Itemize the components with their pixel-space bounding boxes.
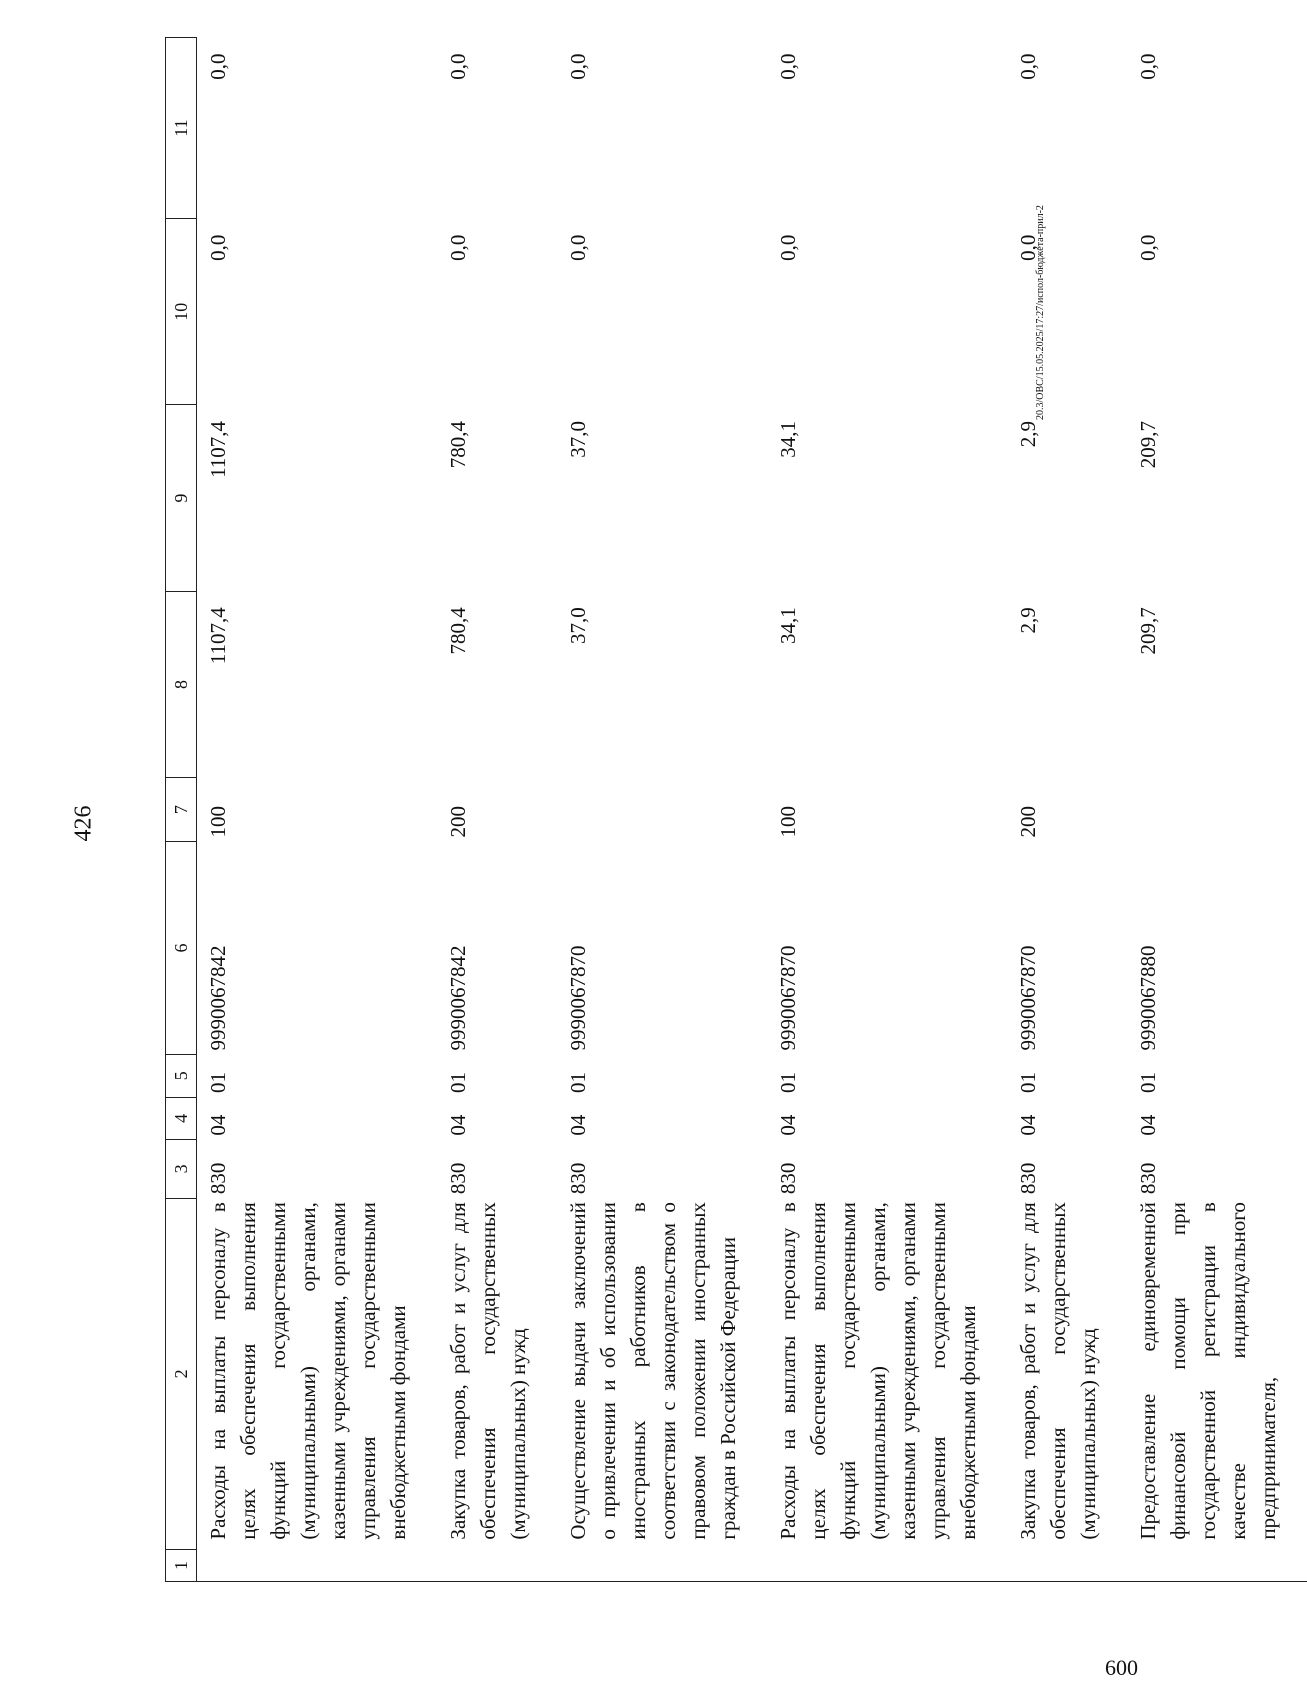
row-description: Закупка товаров, работ и услуг для обеспечения государственных (муниципальных) нужд bbox=[1016, 1202, 1100, 1540]
cell-gr: 830 bbox=[1016, 1162, 1040, 1195]
column-header: 10 bbox=[166, 219, 197, 405]
cell-col11: 0,0 bbox=[1136, 53, 1160, 80]
cell-csr: 9990067842 bbox=[446, 945, 470, 1051]
cell-pr: 01 bbox=[446, 1072, 470, 1094]
cell-col9: 1107,4 bbox=[206, 420, 230, 478]
cell-col11: 0,0 bbox=[566, 53, 590, 80]
table-row bbox=[557, 38, 767, 1582]
cell-gr: 830 bbox=[206, 1162, 230, 1195]
cell-col8: 34,1 bbox=[776, 607, 800, 645]
cell-rz: 04 bbox=[776, 1114, 800, 1136]
cell-vr: 200 bbox=[1016, 806, 1040, 838]
cell-pr: 01 bbox=[566, 1072, 590, 1094]
column-header: 5 bbox=[166, 1054, 197, 1097]
cell-col11: 0,0 bbox=[206, 53, 230, 80]
cell-col10: 0,0 bbox=[446, 234, 470, 261]
cell-csr: 9990067880 bbox=[1136, 945, 1160, 1051]
cell-col11: 0,0 bbox=[776, 53, 800, 80]
budget-table bbox=[165, 37, 1307, 1582]
cell-col10: 0,0 bbox=[566, 234, 590, 261]
cell-rz: 04 bbox=[446, 1114, 470, 1136]
cell-csr: 9990067870 bbox=[566, 945, 590, 1051]
cell-col10: 0,0 bbox=[1136, 234, 1160, 261]
column-header: 2 bbox=[166, 1198, 197, 1549]
row-description: Расходы на выплаты персоналу в целях обеспечения выполнения функций государственными (муниципальными) органами, казенными учреждениями, органами управления государственными внебюджетными фондами bbox=[206, 1202, 410, 1540]
cell-csr: 9990067842 bbox=[206, 945, 230, 1051]
cell-col10: 0,0 bbox=[776, 234, 800, 261]
cell-col10: 0,0 bbox=[206, 234, 230, 261]
cell-gr: 830 bbox=[566, 1162, 590, 1195]
cell-rz: 04 bbox=[206, 1114, 230, 1136]
cell-col11: 0,0 bbox=[1016, 53, 1040, 80]
row-description: Предоставление единовременной финансовой помощи при государственной регистрации в качестве индивидуального предпринимателя, bbox=[1136, 1202, 1280, 1540]
column-header: 3 bbox=[166, 1140, 197, 1199]
table-row bbox=[1127, 38, 1307, 1582]
cell-pr: 01 bbox=[206, 1072, 230, 1094]
sheet-number: 600 bbox=[1105, 1655, 1138, 1680]
column-header: 6 bbox=[166, 842, 197, 1055]
column-header: 7 bbox=[166, 778, 197, 842]
cell-rz: 04 bbox=[1016, 1114, 1040, 1136]
footer-code: 20.3/ОВС/15.05.2025/17:27/испол-бюджета-прил-2 bbox=[1035, 205, 1046, 420]
cell-col8: 1107,4 bbox=[206, 607, 230, 665]
page-number: 426 bbox=[70, 805, 97, 842]
cell-vr: 100 bbox=[206, 806, 230, 838]
table-row bbox=[197, 38, 438, 1582]
table-row bbox=[767, 38, 1007, 1582]
cell-col9: 37,0 bbox=[566, 420, 590, 458]
column-header: 8 bbox=[166, 591, 197, 777]
row-description: Закупка товаров, работ и услуг для обеспечения государственных (муниципальных) нужд bbox=[446, 1202, 530, 1540]
cell-col8: 37,0 bbox=[566, 607, 590, 645]
cell-col8: 209,7 bbox=[1136, 607, 1160, 655]
cell-gr: 830 bbox=[1136, 1162, 1160, 1195]
table-header bbox=[166, 38, 197, 1582]
column-header: 1 bbox=[166, 1550, 197, 1582]
cell-vr bbox=[1127, 778, 1307, 842]
cell-col9: 34,1 bbox=[776, 420, 800, 458]
cell-col8: 780,4 bbox=[446, 607, 470, 655]
cell-pr: 01 bbox=[776, 1072, 800, 1094]
cell-col10: 0,0 bbox=[1016, 234, 1040, 261]
row-description: Расходы на выплаты персоналу в целях обеспечения выполнения функций государственными (муниципальными) органами, казенными учреждениями, органами управления государственными внебюджетными фондами bbox=[776, 1202, 980, 1540]
cell-col11: 0,0 bbox=[446, 53, 470, 80]
cell-vr: 100 bbox=[776, 806, 800, 838]
cell-gr: 830 bbox=[776, 1162, 800, 1195]
cell-col9: 209,7 bbox=[1136, 420, 1160, 469]
cell-gr: 830 bbox=[446, 1162, 470, 1195]
table-body bbox=[197, 38, 1307, 1582]
table-row bbox=[437, 38, 557, 1582]
column-header: 11 bbox=[166, 38, 197, 219]
cell-rz: 04 bbox=[566, 1114, 590, 1136]
cell-csr: 9990067870 bbox=[1016, 945, 1040, 1051]
cell-pr: 01 bbox=[1016, 1072, 1040, 1094]
column-header: 4 bbox=[166, 1097, 197, 1140]
cell-csr: 9990067870 bbox=[776, 945, 800, 1051]
cell-vr: 200 bbox=[446, 806, 470, 838]
column-header: 9 bbox=[166, 405, 197, 591]
cell-vr bbox=[557, 778, 767, 842]
row-description: Осуществление выдачи заключений о привлечении и об использовании иностранных работников в соответствии с законодательством о правовом положении иностранных граждан в Российской Федерации bbox=[566, 1202, 740, 1540]
cell-col9: 780,4 bbox=[446, 420, 470, 469]
cell-pr: 01 bbox=[1136, 1072, 1160, 1094]
cell-col9: 2,9 bbox=[1016, 420, 1040, 448]
cell-rz: 04 bbox=[1136, 1114, 1160, 1136]
cell-col8: 2,9 bbox=[1016, 607, 1040, 634]
table-row bbox=[1007, 38, 1127, 1582]
